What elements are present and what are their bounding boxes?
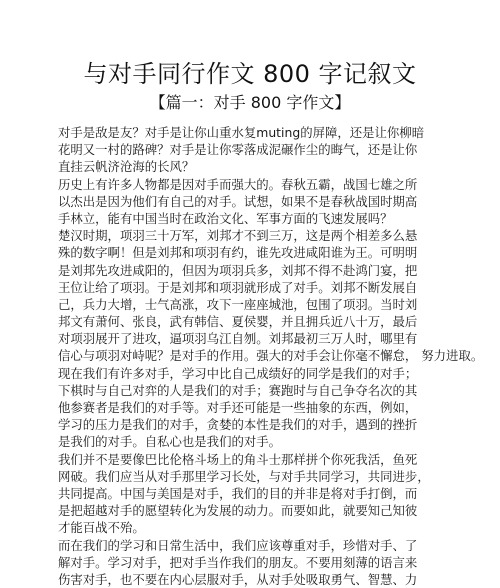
text-line: 手林立，能有中国当时在政治文化、军事方面的飞速发展吗？: [58, 210, 393, 226]
text-line: 下棋时与自己对弈的人是我们的对手；赛跑时与自己争夺名次的其: [58, 382, 418, 398]
document-title: 与对手同行作文 800 字记叙文: [83, 60, 417, 88]
text-line: 学习的压力是我们的对手，贪婪的本性是我们的对手，遇到的挫折: [58, 417, 418, 433]
text-line: 殊的数字啊！但是刘邦和项羽有约，谁先攻进咸阳谁为王。可明明: [58, 245, 418, 261]
text-line: 楚汉时期，项羽三十万军，刘邦才不到三万，这是两个相差多么悬: [58, 228, 418, 244]
document-subtitle: 【篇一：对手 800 字作文】: [149, 93, 351, 112]
text-line: 我们并不是要像巴比伦格斗场上的角斗士那样拼个你死我活，鱼死: [58, 451, 418, 467]
text-line: 现在我们有许多对手，学习中比自己成绩好的同学是我们的对手；: [58, 365, 418, 381]
text-line: 伤害对手，也不要在内心层服对手，从对手处吸取勇气、智慧、力: [58, 571, 418, 587]
text-line: 是把超越对手的愿望转化为发展的动力。而要如此，就要知己知彼: [58, 503, 418, 519]
document-body: [58, 124, 484, 588]
text-line: 王位让给了项羽。于是刘邦和项羽就形成了对手。刘邦不断发展自: [58, 279, 418, 295]
text-line: 己，兵力大增，士气高涨，攻下一座座城池，包围了项羽。当时刘: [58, 296, 418, 312]
text-line: 对项羽展开了进攻，逼项羽乌江自刎。刘邦最初三万人时，哪里有: [58, 331, 418, 347]
text-line: 对手是敌是友？对手是让你山重水复muting的屏障，还是让你柳暗: [58, 125, 425, 140]
text-line: 他参赛者是我们的对手等。对手还可能是一些抽象的东西，例如，: [58, 400, 418, 415]
text-line: 解对手。学习对手，把对手当作我们的朋友。不要用刻薄的语言来: [58, 554, 418, 570]
text-line: 信心与项羽对峙呢？是对手的作用。强大的对手会让你毫不懈怠， 努力进取。: [58, 348, 484, 364]
text-line: 邦文有萧何、张良，武有韩信、夏侯婴，并且拥兵近八十万，最后: [58, 314, 418, 330]
text-line: 网破。我们应当从对手那里学习长处，与对手共同学习，共同进步，: [58, 468, 430, 484]
text-line: 才能百战不殆。: [58, 520, 145, 536]
text-line: 历史上有许多人物都是因对手而强大的。春秋五霸，战国七雄之所: [58, 176, 418, 192]
text-line: 而在我们的学习和日常生活中，我们应该尊重对手，珍惜对手、了: [58, 537, 418, 553]
text-line: 是刘邦先攻进咸阳的，但因为项羽兵多，刘邦不得不赴鸿门宴，把: [58, 262, 418, 278]
text-line: 以杰出是因为他们有自己的对手。试想，如果不是春秋战国时期高: [58, 193, 418, 209]
text-line: 共同提高。中国与美国是对手，我们的目的并非是将对手打倒，而: [58, 485, 418, 501]
text-line: 是我们的对手。自私心也是我们的对手。: [58, 434, 282, 450]
text-line: 花明又一村的路碑？对手是让你零落成泥碾作尘的晦气，还是让你: [58, 142, 418, 158]
text-line: 直挂云帆济沧海的长风？: [58, 159, 195, 175]
